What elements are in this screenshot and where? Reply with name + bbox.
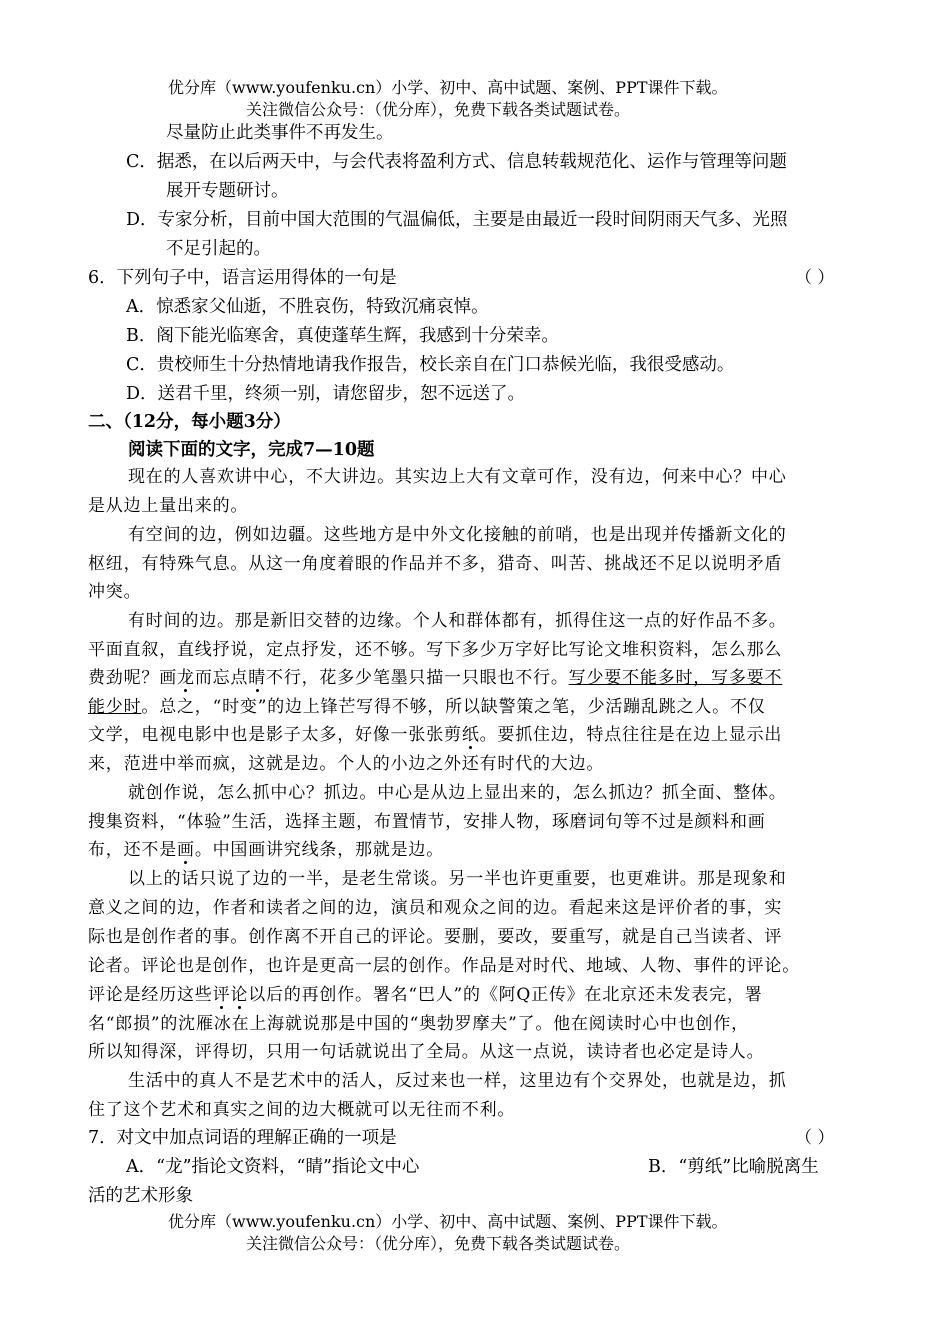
q7-stem: 7．对文中加点词语的理解正确的一项是 bbox=[88, 1128, 397, 1148]
p3-l4-rest: 。总之，“时变”的边上锋芒写得不够，所以缺警策之笔，少活蹦乱跳之人。不仅 bbox=[141, 697, 766, 717]
passage-p6-line-2: 住了这个艺术和真实之间的边大概就可以无往而不利。 bbox=[88, 1100, 516, 1120]
underlined-sentence-part-1: 写少要不能多时，写多要不 bbox=[568, 668, 783, 688]
passage-p5-line-2: 意义之间的边，作者和读者之间的边，演员和观众之间的边。看起来这是评价者的事，实 bbox=[88, 898, 783, 918]
dotted-word-ping: 评 bbox=[212, 985, 231, 1005]
q6-option-d: D．送君千里，终须一别，请您留步，恕不远送了。 bbox=[126, 384, 526, 404]
header-line-2: 关注微信公众号：（优分库），免费下载各类试题试卷。 bbox=[246, 100, 631, 119]
q5-option-b-continuation: 尽量防止此类事件不再发生。 bbox=[166, 123, 394, 143]
q7-option-b-line-2: 活的艺术形象 bbox=[88, 1186, 193, 1206]
q7-option-b-line-1: B．“剪纸”比喻脱离生 bbox=[648, 1157, 819, 1177]
passage-p4-line-2: 搜集资料，“体验”生活，选择主题，布置情节，安排人物，琢磨词句等不过是颜料和画 bbox=[88, 812, 766, 832]
passage-p5-line-6: 名“郎损”的沈雁冰在上海就说那是中国的“奥勃罗摩夫”了。他在阅读时心中也创作， bbox=[88, 1014, 749, 1034]
p4-l3-text-a: 布，还不是 bbox=[88, 840, 177, 860]
q5-option-d-line-1: D．专家分析，目前中国大范围的气温偏低，主要是由最近一段时间阴雨天气多、光照 bbox=[126, 210, 788, 230]
footer-line-2: 关注微信公众号：（优分库），免费下载各类试题试卷。 bbox=[246, 1234, 631, 1253]
q7-answer-paren: （ ） bbox=[795, 1128, 835, 1148]
underlined-sentence-part-2: 能少时 bbox=[88, 697, 142, 717]
q7-option-a: A．“龙”指论文资料，“睛”指论文中心 bbox=[126, 1157, 420, 1177]
p3-l5-text-b: 。要抓住边，特点往往是在边上显示出 bbox=[479, 725, 783, 745]
passage-p3-line-6: 来，范进中举而疯，这就是边。个人的小边之外还有时代的大边。 bbox=[88, 754, 605, 774]
passage-p4-line-3 bbox=[88, 838, 444, 862]
header-line-1: 优分库（www.youfenku.cn）小学、初中、高中试题、案例、PPT课件下载。 bbox=[168, 78, 728, 97]
passage-p5-line-5 bbox=[88, 983, 763, 1007]
q5-option-c-line-2: 展开专题研讨。 bbox=[166, 181, 289, 201]
p3-l5-text-a: 文学，电视电影中也是影子太多，好像一张张剪 bbox=[88, 725, 462, 745]
passage-p3-line-3 bbox=[88, 666, 782, 690]
passage-p5-line-4: 论者。评论也是创作，也许是更高一层的创作。作品是对时代、地域、人物、事件的评论。 bbox=[88, 956, 800, 976]
dotted-word-eye: 睛 bbox=[248, 668, 267, 688]
section-2-title: 二、（12分，每小题3分） bbox=[88, 412, 291, 432]
q6-stem: 6．下列句子中，语言运用得体的一句是 bbox=[88, 268, 397, 288]
p3-l3-text-c: 不行，花多少笔墨只描一只眼也不行。 bbox=[266, 668, 569, 688]
p4-l3-text-b: 。中国画讲究线条，那就是边。 bbox=[194, 840, 445, 860]
passage-p1-line-2: 是从边上量出来的。 bbox=[88, 496, 249, 516]
dotted-word-paper: 纸 bbox=[461, 725, 480, 745]
passage-p3-line-2: 平面直叙，直线抒说，定点抒发，还不够。写下多少万字好比写论文堆积资料，怎么那么 bbox=[88, 640, 783, 660]
dotted-word-painting: 画 bbox=[177, 840, 195, 860]
passage-p3-line-4 bbox=[88, 695, 766, 719]
passage-p5-line-7: 所以知得深，评得切，只用一句话就说出了全局。从这一点说，读诗者也必定是诗人。 bbox=[88, 1042, 765, 1062]
passage-p2-line-1: 有空间的边，例如边疆。这些地方是中外文化接触的前哨，也是出现并传播新文化的 bbox=[128, 525, 787, 545]
q6-answer-paren: （ ） bbox=[795, 268, 835, 288]
passage-p3-line-5 bbox=[88, 723, 782, 747]
passage-p5-line-1: 以上的话只说了边的一半，是老生常谈。另一半也许更重要，也更难讲。那是现象和 bbox=[128, 869, 787, 889]
dotted-word-long: 龙 bbox=[177, 668, 195, 688]
passage-p2-line-3: 冲突。 bbox=[88, 582, 142, 602]
p3-l3-text-a: 费劲呢？画 bbox=[88, 668, 177, 688]
passage-p5-line-3: 际也是创作者的事。创作离不开自己的评论。要删，要改，要重写，就是自己当读者、评 bbox=[88, 927, 783, 947]
q5-option-c-line-1: C．据悉，在以后两天中，与会代表将盈利方式、信息转载规范化、运作与管理等问题 bbox=[126, 152, 787, 172]
q5-option-d-line-2: 不足引起的。 bbox=[166, 239, 271, 259]
dotted-word-lun: 论 bbox=[230, 985, 249, 1005]
passage-p3-line-1: 有时间的边。那是新旧交替的边缘。个人和群体都有，抓得住这一点的好作品不多。 bbox=[128, 611, 787, 631]
passage-p1-line-1: 现在的人喜欢讲中心，不大讲边。其实边上大有文章可作，没有边，何来中心？中心 bbox=[128, 467, 787, 487]
footer-line-1: 优分库（www.youfenku.cn）小学、初中、高中试题、案例、PPT课件下载。 bbox=[168, 1212, 728, 1231]
passage-p4-line-1: 就创作说，怎么抓中心？抓边。中心是从边上显出来的，怎么抓边？抓全面、整体。 bbox=[128, 783, 787, 803]
p5-l5-text-a: 评论是经历这些 bbox=[88, 985, 213, 1005]
q6-option-b: B．阁下能光临寒舍，真使蓬荜生辉，我感到十分荣幸。 bbox=[126, 326, 559, 346]
q6-option-a: A．惊悉家父仙逝，不胜哀伤，特致沉痛哀悼。 bbox=[126, 297, 489, 317]
p5-l5-text-b: 以后的再创作。署名“巴人”的《阿Q正传》在北京还未发表完，署 bbox=[248, 985, 763, 1005]
section-2-instruction: 阅读下面的文字，完成7—10题 bbox=[128, 440, 375, 460]
p3-l3-text-b: 而忘点 bbox=[194, 668, 249, 688]
q6-option-c: C．贵校师生十分热情地请我作报告，校长亲自在门口恭候光临，我很受感动。 bbox=[126, 355, 735, 375]
passage-p2-line-2: 枢纽，有特殊气息。从这一角度着眼的作品并不多，猎奇、叫苦、挑战还不足以说明矛盾 bbox=[88, 554, 783, 574]
passage-p6-line-1: 生活中的真人不是艺术中的活人，反过来也一样，这里边有个交界处，也就是边，抓 bbox=[128, 1071, 787, 1091]
